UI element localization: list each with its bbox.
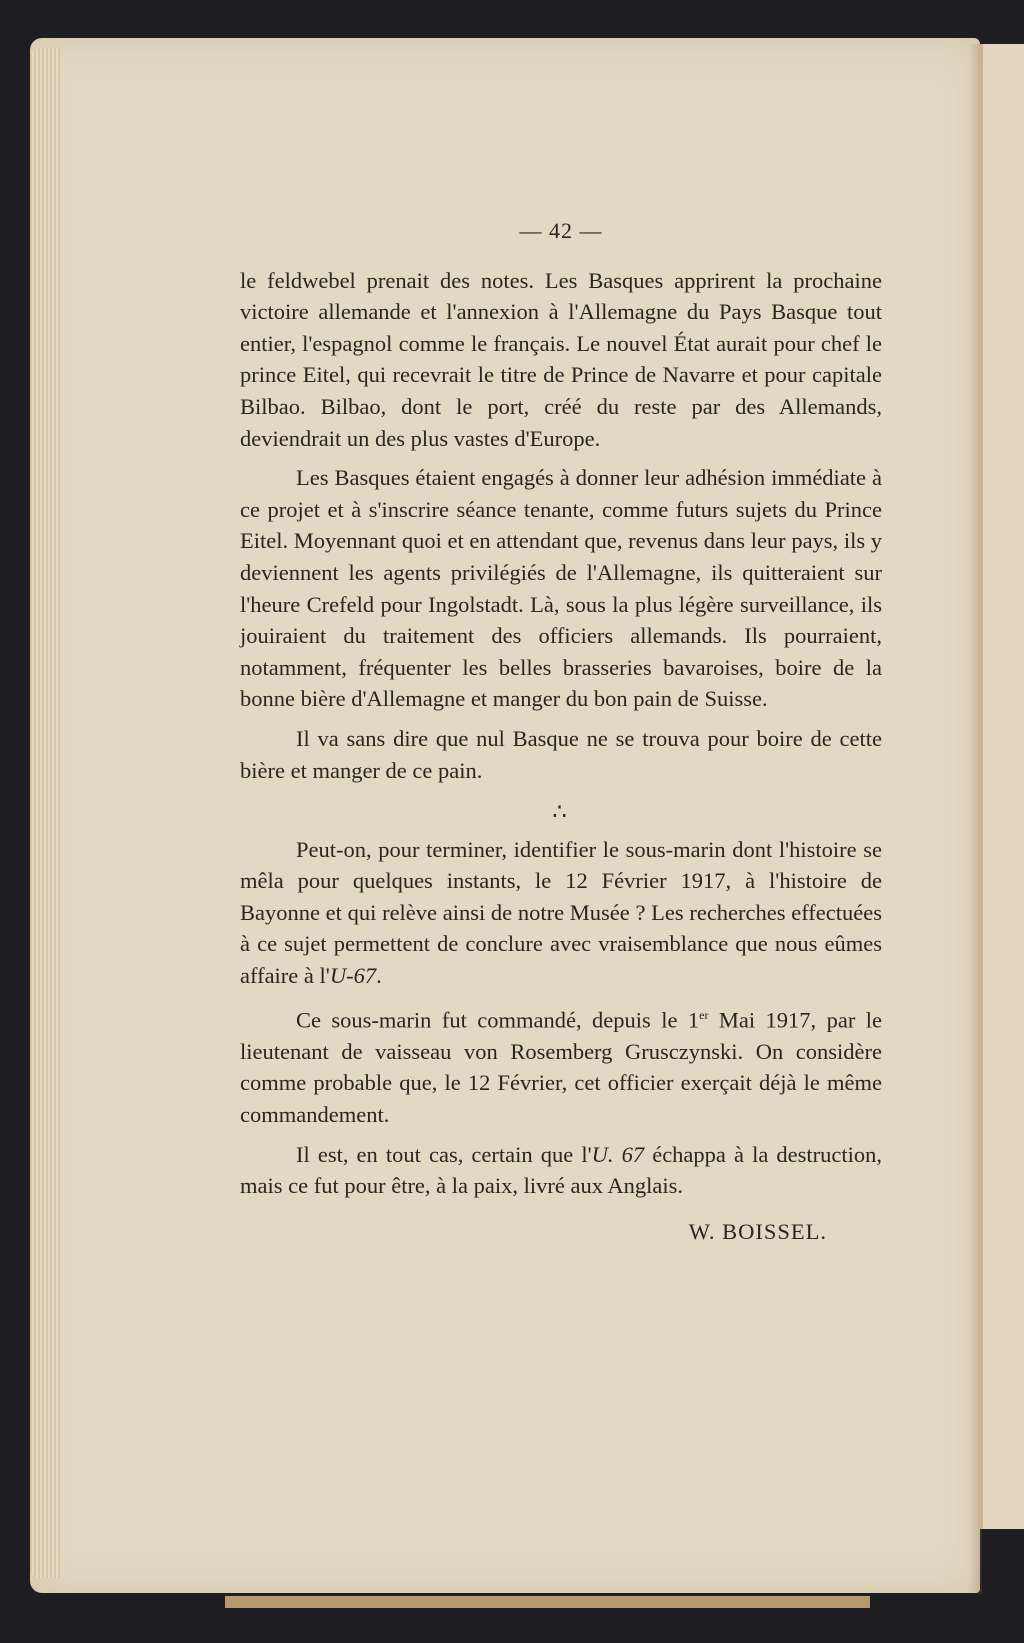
ordinal-superscript: er (699, 1007, 709, 1022)
paragraph-text: Ce sous-marin fut commandé, depuis le 1 (296, 1007, 700, 1033)
paragraph (240, 1000, 882, 1131)
section-separator: ∴ (552, 799, 570, 825)
paragraph-text: Peut-on, pour terminer, identifier le sous-marin dont l'histoire se mêla pour quelques instants, le 12 Février 1917, à l'histoire de Bayonne et qui relève ainsi de notre Musée ? Les recherches effectuées à ce sujet permettent de conclure avec vraisemblance que nous eûmes affaire à l' (240, 836, 882, 989)
paragraph-text: . (376, 963, 382, 989)
page-edges (30, 48, 60, 1578)
paragraph-text: Il est, en tout cas, certain que l' (296, 1141, 592, 1167)
author-signature: W. BOISSEL. (688, 1218, 827, 1244)
paragraph: Les Basques étaient engagés à donner leur adhésion immédiate à ce projet et à s'inscrire séance tenante, comme futurs sujets du Prince Eitel. Moyennant quoi et en attendant que, revenus dans leur pays, ils y deviennent les agents privilégiés de l'Allemagne, ils quitteraient sur l'heure Crefeld pour Ingolstadt. Là, sous la plus légère surveillance, ils jouiraient du traitement des officiers allemands. Ils pourraient, notamment, fréquenter les belles brasseries bavaroises, boire de la bonne bière d'Allemagne et manger du bon pain de Suisse. (240, 465, 882, 712)
bottom-page-strip (225, 1596, 870, 1608)
submarine-name: U. 67 (591, 1141, 645, 1167)
submarine-name: U-67 (329, 963, 377, 989)
paragraph-text: échappa à la destruction, mais ce fut pour être, à la paix, livré aux Anglais. (240, 1141, 883, 1199)
paragraph (240, 1139, 882, 1202)
paragraph: le feldwebel prenait des notes. Les Basques apprirent la prochaine victoire allemande et l'annexion à l'Allemagne du Pays Basque tout entier, l'espagnol comme le français. Le nouvel État aurait pour chef le prince Eitel, qui recevrait le titre de Prince de Navarre et pour capitale Bilbao. Bilbao, dont le port, créé du reste par des Allemands, deviendrait un des plus vastes d'Europe. (240, 267, 882, 451)
paragraph (240, 834, 882, 992)
adjacent-page (980, 44, 1024, 1529)
page-number: — 42 — (519, 218, 603, 243)
page-text (240, 215, 882, 1247)
paragraph-text: Mai 1917, par le lieutenant de vaisseau von Rosemberg Grusczynski. On considère comme probable que, le 12 Février, cet officier exerçait déjà le même commandement. (240, 1007, 883, 1127)
paragraph: Il va sans dire que nul Basque ne se trouva pour boire de cette bière et manger de ce pain. (240, 725, 882, 783)
